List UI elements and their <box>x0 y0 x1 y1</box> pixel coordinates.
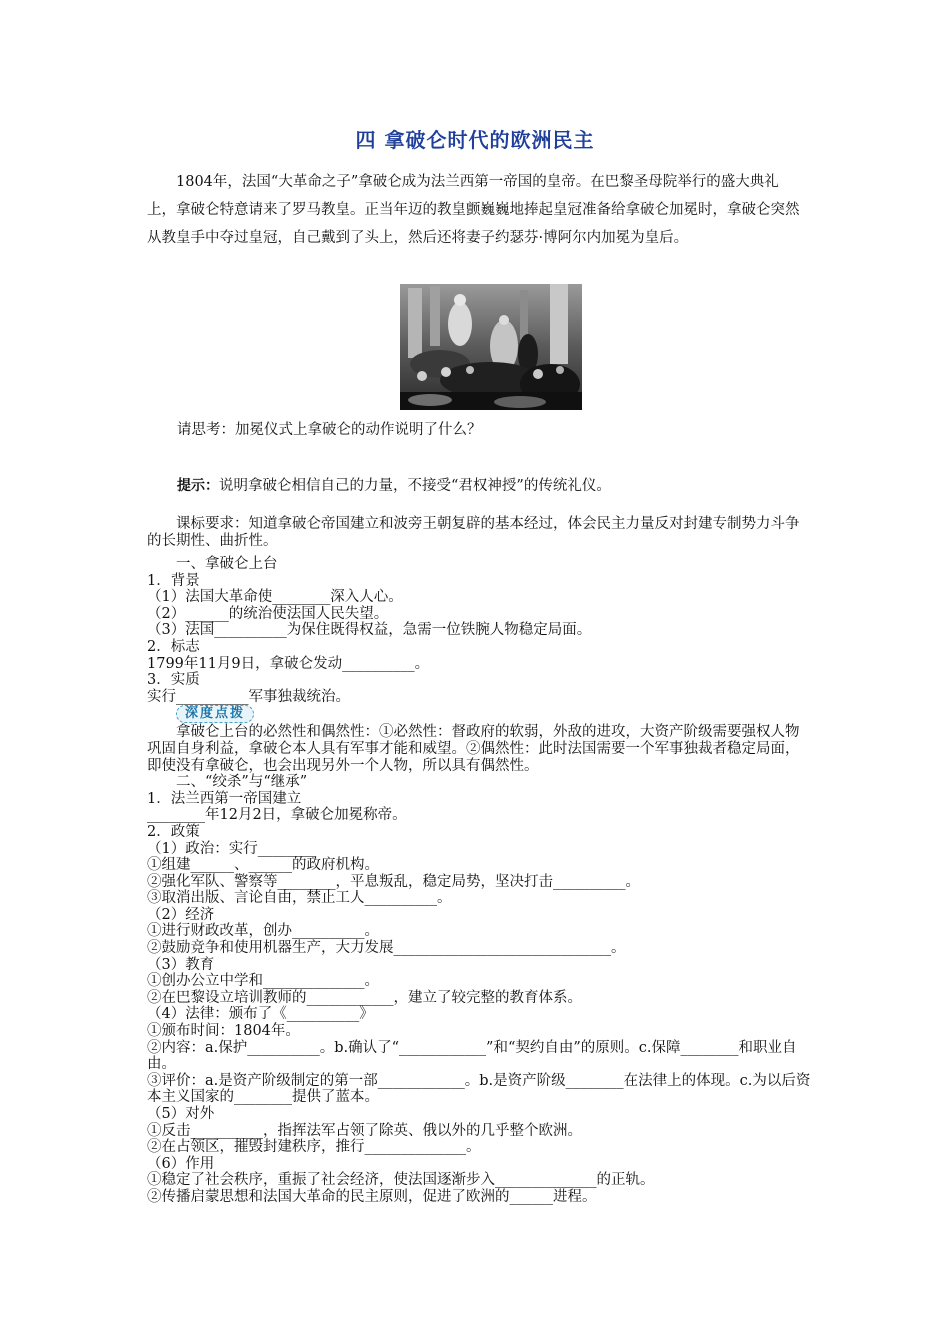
page-title: 四 拿破仑时代的欧洲民主 <box>355 128 595 152</box>
fill-in-line: ①稳定了社会秩序，重振了社会经济，使法国逐渐步入______________的正轨。 <box>147 1172 655 1189</box>
coronation-painting-illustration <box>400 284 582 410</box>
policy-heading: （1）政治：实行________ <box>147 840 316 857</box>
fill-in-line: ②内容：a.保护__________。b.确认了“____________”和“契约自由”的原则。c.保障________和职业自由。 <box>147 1039 797 1073</box>
fill-in-line: ①进行财政改革，创办__________。 <box>147 923 379 940</box>
fill-in-line: ③评价：a.是资产阶级制定的第一部____________。b.是资产阶级________在法律上的体现。c.为以后资本主义国家的________提供了蓝本。 <box>147 1072 811 1106</box>
policy-heading: （6）作用 <box>147 1155 215 1172</box>
fill-in-line: ①创办公立中学和______________。 <box>147 973 379 990</box>
deep-tip-badge: 深度点拨 <box>176 705 254 723</box>
deep-tip-text: 拿破仑上台的必然性和偶然性：①必然性：督政府的软弱，外敌的进攻，大资产阶级需要强权人物巩固自身利益，拿破仑本人具有军事才能和威望。②偶然性：此时法国需要一个军事独裁者稳定局面，即使没有拿破仑，也会出现另外一个人物，所以具有偶然性。 <box>147 724 800 774</box>
fill-in-line: ②强化军队、警察等________，平息叛乱，稳定局势，坚决打击__________。 <box>147 873 640 890</box>
fill-in-line: ①组建______、______的政府机构。 <box>147 857 379 874</box>
policy-heading: （3）教育 <box>147 956 215 973</box>
subsection-heading: 3．实质 <box>147 672 200 689</box>
section-heading: 二、“绞杀”与“继承” <box>176 774 308 791</box>
hint-text: 说明拿破仑相信自己的力量，不接受“君权神授”的传统礼仪。 <box>219 478 611 494</box>
fill-in-line: ②传播启蒙思想和法国大革命的民主原则，促进了欧洲的______进程。 <box>147 1188 597 1205</box>
hint-label: 提示： <box>177 478 219 494</box>
fill-in-line: ②在巴黎设立培训教师的____________，建立了较完整的教育体系。 <box>147 989 582 1006</box>
intro-paragraph: 1804年，法国“大革命之子”拿破仑成为法兰西第一帝国的皇帝。在巴黎圣母院举行的盛大典礼上，拿破仑特意请来了罗马教皇。正当年迈的教皇颤巍巍地捧起皇冠准备给拿破仑加冕时，拿破仑突然从教皇手中夺过皇冠，自己戴到了头上，然后还将妻子约瑟芬·博阿尔内加冕为皇后。 <box>147 174 800 246</box>
think-question: 请思考：加冕仪式上拿破仑的动作说明了什么？ <box>177 422 482 438</box>
fill-in-line: ①颁布时间：1804年。 <box>147 1023 300 1040</box>
fill-in-line: ③取消出版、言论自由，禁止工人__________。 <box>147 890 452 907</box>
fill-in-line: ②鼓励竞争和使用机器生产，大力发展______________________________。 <box>147 940 626 957</box>
subsection-heading: 1．背景 <box>147 572 200 589</box>
hint-line <box>177 474 611 495</box>
fill-in-line: ②在占领区，摧毁封建秩序，推行______________。 <box>147 1139 481 1156</box>
study-outline <box>147 556 817 1206</box>
deep-tip-badge-row <box>147 705 817 724</box>
fill-in-line: 实行__________军事独裁统治。 <box>147 688 350 705</box>
policy-heading: （5）对外 <box>147 1106 215 1122</box>
fill-in-line: （3）法国__________为保住既得权益，急需一位铁腕人物稳定局面。 <box>147 622 592 639</box>
policy-heading: （4）法律：颁布了《__________》 <box>147 1006 374 1023</box>
fill-in-line: （1）法国大革命使________深入人心。 <box>147 589 403 606</box>
subsection-heading: 2．标志 <box>147 638 200 655</box>
policy-heading: （2）经济 <box>147 906 215 923</box>
coronation-painting-image <box>400 284 582 410</box>
fill-in-line: （2）______的统治使法国人民失望。 <box>147 605 389 622</box>
fill-in-line: 1799年11月9日，拿破仑发动__________。 <box>147 655 430 672</box>
subsection-heading: 1．法兰西第一帝国建立 <box>147 790 302 807</box>
fill-in-line: ①反击__________，指挥法军占领了除英、俄以外的几乎整个欧洲。 <box>147 1122 582 1139</box>
section-heading: 一、拿破仑上台 <box>176 556 278 572</box>
curriculum-standard: 课标要求：知道拿破仑帝国建立和波旁王朝复辟的基本经过，体会民主力量反对封建专制势力斗争的长期性、曲折性。 <box>147 516 800 549</box>
subsection-heading: 2．政策 <box>147 823 200 840</box>
fill-in-line: ________年12月2日，拿破仑加冕称帝。 <box>147 807 407 824</box>
